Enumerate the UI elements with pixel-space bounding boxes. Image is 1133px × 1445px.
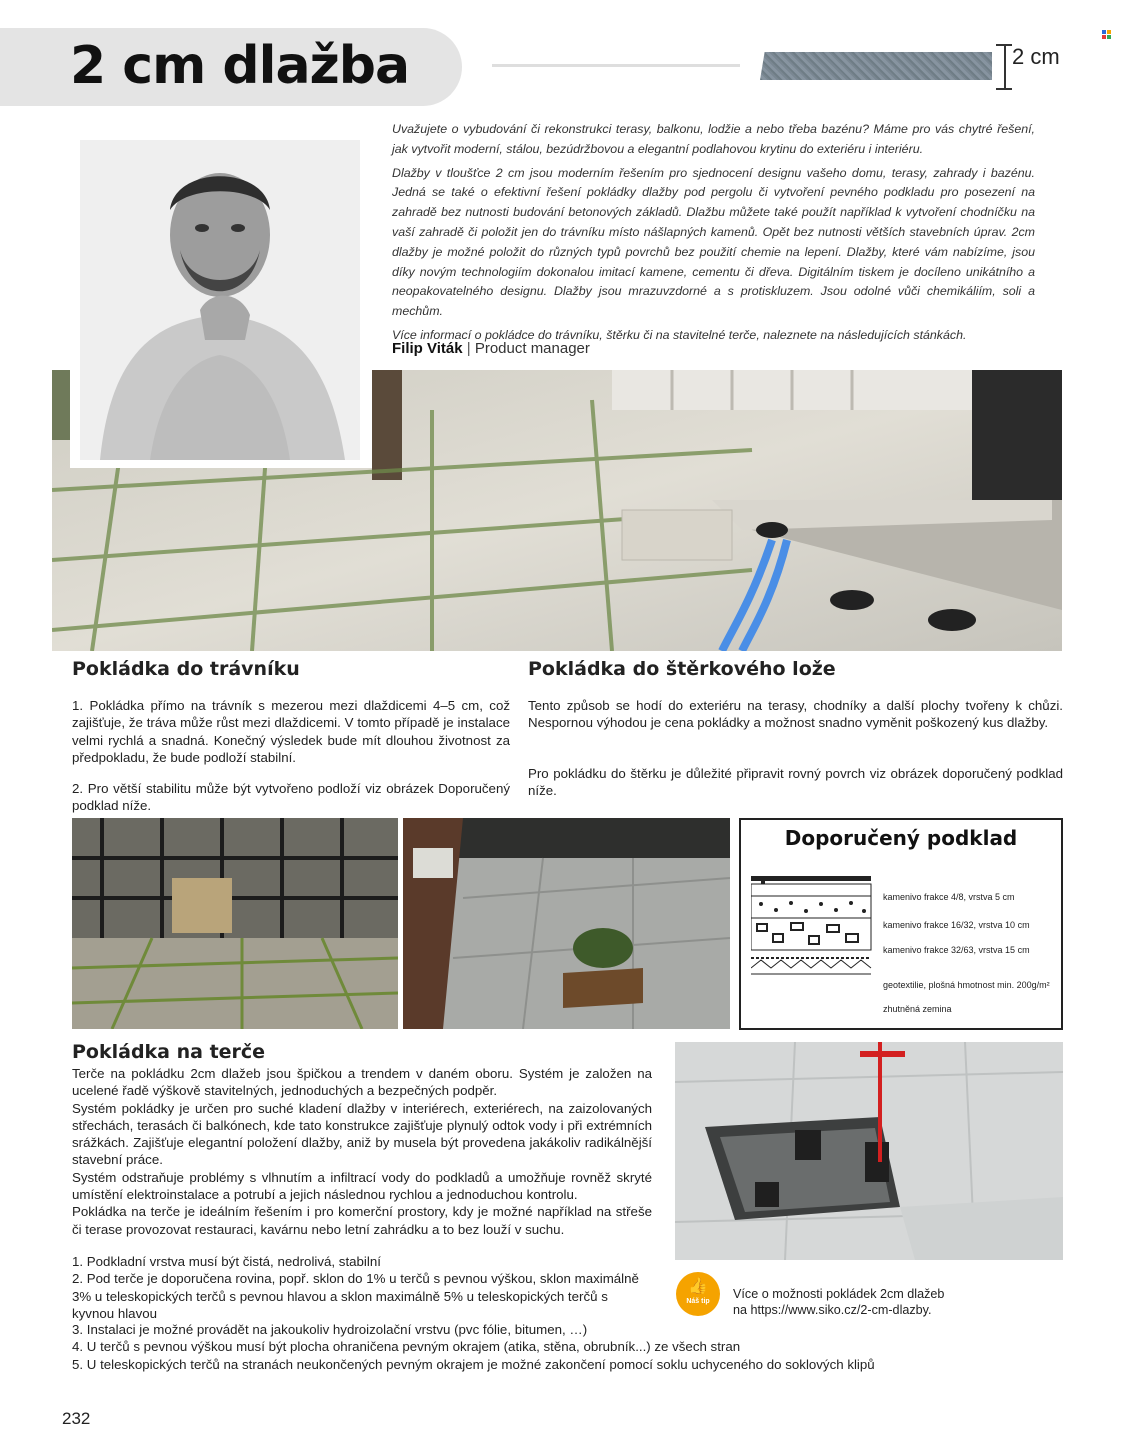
list-item: 2. Pod terče je doporučena rovina, popř. sklon do 1% u terčů s pevnou výškou, sklon maximálně 3% u teleskopických terčů s pevnou hlavou a sklon maximálně 5% u teleskopických terčů s kyvnou hlavou xyxy=(72,1271,639,1321)
header-divider xyxy=(492,64,740,67)
tile-thickness-illustration xyxy=(760,52,992,80)
dimension-tick-top xyxy=(996,44,1012,46)
pedestal-paragraph: Systém pokládky je určen pro suché kladení dlažby v interiérech, exteriérech, na zaizolovaných střechách, terasách či balkónech, kde tato konstrukce zajišťuje plynulý odtok vody i při extrémních srážkách. Zajišťuje elegantní položení dlažby, aniž by musela být provedena jakákoliv radikálnější stavební práce. xyxy=(72,1100,652,1168)
intro-text xyxy=(392,120,1035,350)
lawn-paragraph-2: 2. Pro větší stabilitu může být vytvořeno podloží viz obrázek Doporučený podklad níže. xyxy=(72,781,510,814)
substrate-layer-label: zhutněná zemina xyxy=(883,1004,952,1014)
page-number: 232 xyxy=(62,1409,91,1428)
interior-photo xyxy=(72,818,398,1029)
tip-link[interactable]: na https://www.siko.cz/2-cm-dlazby. xyxy=(733,1303,932,1317)
substrate-title: Doporučený podklad xyxy=(784,826,1018,850)
terrace-photo xyxy=(403,818,730,1029)
list-item: 4. U terčů s pevnou výškou musí být plocha ohraničena pevným okrajem (atika, stěna, obrubník...) ze všech stran xyxy=(72,1339,741,1355)
tip-badge-label: Náš tip xyxy=(686,1298,710,1305)
dimension-line xyxy=(1004,44,1006,90)
lawn-heading: Pokládka do trávníku xyxy=(72,658,300,680)
gravel-paragraph-1: Tento způsob se hodí do exteriéru na terasy, chodníky a další plochy tvořeny k chůzi. Nespornou výhodou je cena pokládky a možnost snadno vyměnit poškozený kus dlažby. xyxy=(528,698,1063,731)
substrate-layer-label: kamenivo frakce 16/32, vrstva 10 cm xyxy=(883,920,1030,930)
tip-badge xyxy=(676,1272,720,1316)
substrate-layers-illustration xyxy=(751,876,876,1006)
pedestal-requirements-list-cont xyxy=(72,1321,1072,1373)
lawn-paragraph-1: 1. Pokládka přímo na trávník s mezerou mezi dlaždicemi 4–5 cm, což zajišťuje, že tráva může růst mezi dlaždicemi. V tomto případě je instalace velmi rychlá a snadná. Konečný výsledek bude mít dlouhou životnost za předpokladu, že bude podloží stabilní. xyxy=(72,698,510,765)
substrate-diagram xyxy=(739,818,1063,1030)
pedestal-requirements-list xyxy=(72,1253,652,1322)
gravel-heading: Pokládka do štěrkového lože xyxy=(528,658,836,680)
tip-text xyxy=(733,1286,944,1318)
list-item: 5. U teleskopických terčů na stranách neukončených pevným okrajem je možné zakončení pomocí soklu uchyceného do soklových klipů xyxy=(72,1356,875,1372)
author-credit: Filip Viták | Product manager xyxy=(392,340,590,357)
list-item: 1. Podkladní vrstva musí být čistá, nedrolivá, stabilní xyxy=(72,1254,381,1269)
list-item: 3. Instalaci je možné provádět na jakoukoliv hydroizolační vrstvu (pvc fólie, bitumen, …) xyxy=(72,1322,588,1337)
tip-line: Více o možnosti pokládek 2cm dlažeb xyxy=(733,1287,945,1301)
author-name: Filip Viták xyxy=(392,340,463,357)
thumbs-up-icon: 👍 xyxy=(688,1278,708,1295)
substrate-layer-label: geotextilie, plošná hmotnost min. 200g/m² xyxy=(883,980,1050,990)
pedestal-text xyxy=(72,1065,652,1238)
dimension-tick-bottom xyxy=(996,88,1012,90)
pedestal-photo xyxy=(675,1042,1063,1260)
substrate-layer-label: kamenivo frakce 32/63, vrstva 15 cm xyxy=(883,945,1030,955)
intro-paragraph: Více informací o pokládce do trávníku, štěrku či na stavitelné terče, naleznete na následujících stánkách. xyxy=(392,327,967,342)
author-portrait xyxy=(80,140,360,460)
author-role: Product manager xyxy=(474,340,590,357)
intro-paragraph: Dlažby v tloušťce 2 cm jsou moderním řešením pro sjednocení designu vašeho domu, terasy, zahrady i bazénu. Jedná se také o efektivní řešení pokládky dlažby pod pergolu či vytvoření pevného podkladu pro posezení na zahradě bez nutnosti budování betonových základů. Dlažbu můžete také použít například k vytvoření chodníčku na vaší zahradě či položit jen do trávníku místo nášlapných kamenů. Opět bez nutnosti větších stavebních úprav. 2cm dlažby je možné položit do různých typů povrchů bez použití chemie na lepení. Dlažby, které vám nabízíme, jsou díky novým technologiím dokonalou imitací kamene, cementu či dřeva. Digitálním tiskem je docíleno unikátního a neopakovatelného designu. Dlažby jsou mrazuvzdorné a s protiskluzem. Jsou odolné vůči chemikáliím, soli a mechům. xyxy=(392,165,1035,319)
intro-paragraph: Uvažujete o vybudování či rekonstrukci terasy, balkonu, lodžie a nebo třeba bazénu? Máme pro vás chytré řešení, jak vytvořit moderní, stálou, bezúdržbovou a elegantní podlahovou krytinu do exteriéru i interiéru. xyxy=(392,122,1035,156)
thickness-label: 2 cm xyxy=(1012,44,1060,69)
brand-mark-icon xyxy=(1102,30,1112,40)
pedestal-heading: Pokládka na terče xyxy=(72,1041,266,1063)
substrate-layer-label: kamenivo frakce 4/8, vrstva 5 cm xyxy=(883,892,1015,902)
pedestal-paragraph: Systém odstraňuje problémy s vlhnutím a infiltrací vody do podkladů a umožňuje rovněž skryté umístění elektroinstalace a potrubí a jejich následnou rychlou a jednoduchou kontrolu. xyxy=(72,1169,652,1203)
pedestal-paragraph: Pokládka na terče je ideálním řešením i pro komerční prostory, kdy je možné například na střeše či terase provozovat restauraci, kavárnu nebo letní zahrádku a to bez louží v suchu. xyxy=(72,1204,652,1237)
page-title: 2 cm dlažba xyxy=(70,36,410,96)
pedestal-paragraph: Terče na pokládku 2cm dlažeb jsou špičkou a trendem v daném oboru. Systém je založen na ucelené řadě výškově stavitelných, jednoduchých a bezpečných podpěr. xyxy=(72,1066,652,1099)
gravel-paragraph-2: Pro pokládku do štěrku je důležité připravit rovný povrch viz obrázek doporučený podklad níže. xyxy=(528,766,1063,799)
